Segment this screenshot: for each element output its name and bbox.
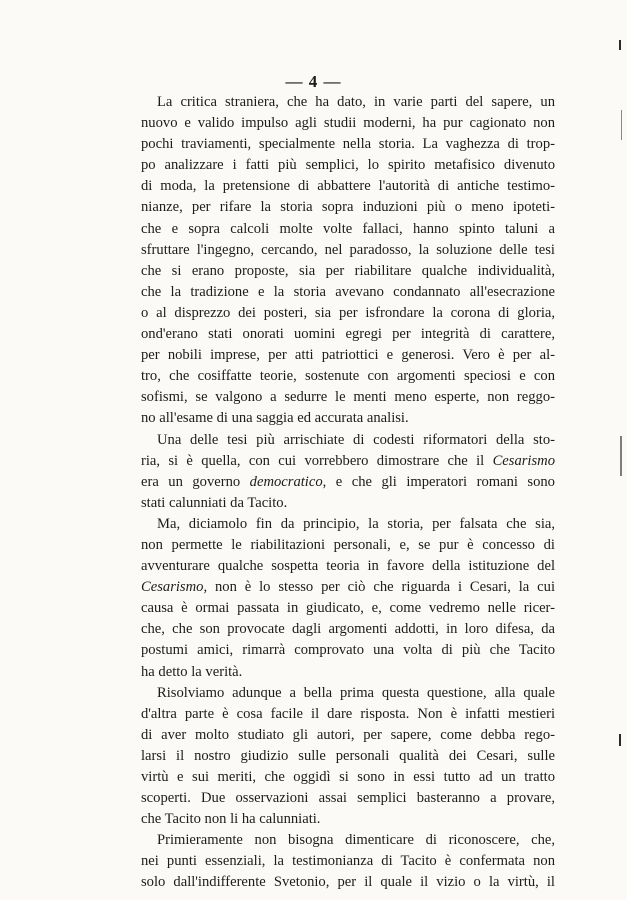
text-line: ond'erano stati onorati uomini egregi per integrità di carattere, (141, 326, 555, 343)
page-number: — 4 — (285, 72, 342, 91)
text-line: che, che son provocate dagli argomenti addotti, in loro difesa, da (141, 621, 555, 638)
text-line: pochi traviamenti, specialmente nella storia. La vaghezza di trop- (141, 136, 555, 153)
text-line: sofismi, se valgono a sedurre le menti meno esperte, non reggo- (141, 389, 555, 406)
body-text (141, 92, 555, 894)
text-line: per nobili imprese, per atti patriottici e generosi. Vero è per al- (141, 347, 555, 364)
text-line: nuovo e valido impulso agli studii moderni, ha pur cagionato non (141, 115, 555, 132)
text-line: ria, si è quella, con cui vorrebbero dimostrare che il Cesarismo (141, 452, 555, 469)
text-line: di aver molto studiato gli autori, per sapere, come debba rego- (141, 726, 555, 743)
text-line: Cesarismo, non è lo stesso per ciò che riguarda i Cesari, la cui (141, 579, 555, 596)
text-line: virtù e sui meriti, che oggidì si sono in essi tutto ad un tratto (141, 769, 555, 785)
text-line: La critica straniera, che ha dato, in varie parti del sapere, un (157, 94, 555, 110)
right-edge-mark (619, 40, 621, 50)
text-line: stati calunniati da Tacito. (141, 494, 288, 511)
text-line: postumi amici, rimarrà comprovato una volta di più che Tacito (141, 642, 555, 659)
text-line: Primieramente non bisogna dimenticare di riconoscere, che, (157, 832, 555, 849)
text-line: d'altra parte è cosa facile il dare risposta. Non è infatti mestieri (141, 705, 555, 722)
text-line: di moda, la pretensione di abbattere l'autorità di antiche testimo- (141, 178, 555, 195)
text-line: sfruttare l'ingegno, cercando, nel paradosso, la soluzione delle tesi (141, 241, 555, 258)
text-line: causa è ormai passata in giudicato, e, come vedremo nelle ricer- (141, 600, 555, 617)
text-line: larsi il nostro giudizio sulle personali qualità dei Cesari, sulle (141, 747, 555, 764)
text-line: non permette le riabilitazioni personali, e, se pur è concesso di (141, 536, 555, 553)
right-edge-mark (620, 436, 622, 476)
text-line: ha detto la verità. (141, 663, 243, 680)
text-line: Risolviamo adunque a bella prima questa questione, alla quale (157, 684, 555, 701)
text-line: nianze, per rifare la storia sopra induzioni più o meno ipoteti- (141, 199, 555, 216)
text-line: era un governo democratico, e che gli imperatori romani sono (141, 473, 555, 490)
text-line: scoperti. Due osservazioni assai semplici basteranno a provare, (141, 790, 555, 807)
text-line: po analizzare i fatti più semplici, lo spirito metafisico divenuto (141, 157, 555, 174)
text-line: Una delle tesi più arrischiate di codesti riformatori della sto- (157, 431, 555, 448)
text-line: che si erano proposte, sia per riabilitare qualche individualità, (141, 262, 555, 279)
text-line: avventurare qualche sospetta teoria in favore della istituzione del (141, 558, 555, 575)
text-line: che Tacito non li ha calunniati. (141, 811, 321, 828)
right-edge-mark (621, 110, 622, 140)
right-edge-mark (619, 734, 621, 746)
text-line: solo dall'indifferente Svetonio, per il quale il vizio o la virtù, il (141, 874, 555, 891)
text-line: nei punti essenziali, la testimonianza di Tacito è confermata non (141, 853, 555, 870)
text-line: che e sopra calcoli molte volte fallaci, hanno spinto taluni a (141, 220, 555, 237)
text-line: tro, che cosiffatte teorie, sostenute con argomenti speciosi e con (141, 368, 555, 385)
text-line: no all'esame di una saggia ed accurata analisi. (141, 410, 409, 427)
text-line: o al disprezzo dei posteri, sia per isfrondare la corona di gloria, (141, 304, 555, 321)
text-line: Ma, diciamolo fin da principio, la storia, per falsata che sia, (157, 515, 555, 532)
text-line: che la tradizione e la storia avevano condannato all'esecrazione (141, 283, 555, 300)
